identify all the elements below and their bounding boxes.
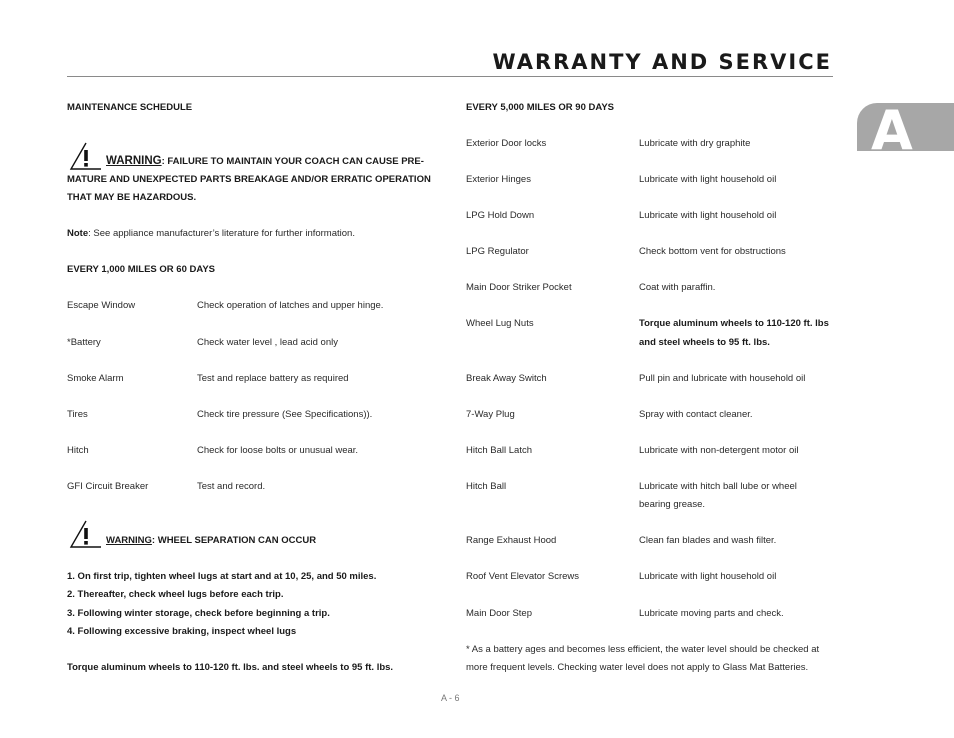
right-row-item: Exterior Door locks [466,138,547,149]
right-row-action: Pull pin and lubricate with household oil [639,373,806,384]
right-row-action: Lubricate with dry graphite [639,138,751,149]
warning2-text: : WHEEL SEPARATION CAN OCCUR [151,535,317,546]
section-tab [857,99,954,162]
left-row-item: *Battery [67,337,101,348]
right-row-action: Spray with contact cleaner. [639,409,753,420]
right-row-item: 7-Way Plug [466,409,515,420]
section-tab-letter: A [871,99,913,162]
right-row-item: Roof Vent Elevator Screws [466,571,579,582]
right-row-action: Lubricate with non-detergent motor oil [639,445,799,456]
right-row-action: Coat with paraffin. [639,282,716,293]
right-row-action: Check bottom vent for obstructions [639,246,786,257]
left-row-action: Check water level , lead acid only [197,337,338,348]
right-row-item: Main Door Striker Pocket [466,282,572,293]
right-row-action: Lubricate with light household oil [639,210,777,221]
warning-icon [69,141,103,171]
right-row-item: Hitch Ball Latch [466,445,533,456]
step-item: 1. On first trip, tighten wheel lugs at start and at 10, 25, and 50 miles. [67,571,377,582]
warning2-word: WARNING [106,535,152,546]
right-row-action-cont: and steel wheels to 95 ft. lbs. [639,337,770,348]
right-row-action: Lubricate with light household oil [639,174,777,185]
step-item: 2. Thereafter, check wheel lugs before each trip. [67,589,284,600]
battery-footnote-line: more frequent levels. Checking water level does not apply to Glass Mat Batteries. [466,662,809,673]
page-title: WARRANTY AND SERVICE [492,50,832,74]
warning-icon [69,519,103,549]
right-row-action: Lubricate moving parts and check. [639,608,784,619]
warning2-line [106,534,316,547]
right-row-item: Wheel Lug Nuts [466,318,534,329]
left-row-item: Smoke Alarm [67,373,124,384]
right-row-item: LPG Hold Down [466,210,535,221]
left-row-action: Check tire pressure (See Specifications)). [197,409,373,420]
header-rule [67,76,833,77]
torque-note: Torque aluminum wheels to 110-120 ft. lbs. and steel wheels to 95 ft. lbs. [67,662,394,673]
right-row-action-cont: bearing grease. [639,499,706,510]
right-row-item: LPG Regulator [466,246,529,257]
page-number: A - 6 [441,693,460,703]
right-row-action: Lubricate with light household oil [639,571,777,582]
maintenance-schedule-heading: MAINTENANCE SCHEDULE [67,102,193,113]
right-row-action: Clean fan blades and wash filter. [639,535,777,546]
step-item: 3. Following winter storage, check before beginning a trip. [67,608,330,619]
right-row-item: Main Door Step [466,608,533,619]
note-body: : See appliance manufacturer’s literature for further information. [88,228,355,239]
right-row-action: Lubricate with hitch ball lube or wheel [639,481,797,492]
right-row-item: Hitch Ball [466,481,507,492]
left-row-action: Test and record. [197,481,266,492]
warning1-line2: MATURE AND UNEXPECTED PARTS BREAKAGE AND/OR ERRATIC OPERATION [67,174,431,185]
left-row-item: Escape Window [67,300,136,311]
left-row-action: Check for loose bolts or unusual wear. [197,445,359,456]
right-row-item: Range Exhaust Hood [466,535,557,546]
warning1-word: WARNING [106,155,162,167]
step-item: 4. Following excessive braking, inspect wheel lugs [67,626,297,637]
interval-1000-heading: EVERY 1,000 MILES OR 60 DAYS [67,264,216,275]
right-row-item: Break Away Switch [466,373,547,384]
right-row-item: Exterior Hinges [466,174,531,185]
left-row-item: Tires [67,409,88,420]
left-row-action: Test and replace battery as required [197,373,349,384]
warning1-line1 [106,155,424,168]
battery-footnote-line: * As a battery ages and becomes less efficient, the water level should be checked at [466,644,820,655]
note-text [67,227,355,240]
warning1-line3: THAT MAY BE HAZARDOUS. [67,192,197,203]
left-row-action: Check operation of latches and upper hinge. [197,300,384,311]
right-row-action: Torque aluminum wheels to 110-120 ft. lbs [639,318,829,329]
warning1-text: : FAILURE TO MAINTAIN YOUR COACH CAN CAUSE PRE- [161,156,424,167]
left-row-item: Hitch [67,445,89,456]
left-row-item: GFI Circuit Breaker [67,481,149,492]
interval-5000-heading: EVERY 5,000 MILES OR 90 DAYS [466,102,615,113]
note-label: Note [67,228,89,239]
